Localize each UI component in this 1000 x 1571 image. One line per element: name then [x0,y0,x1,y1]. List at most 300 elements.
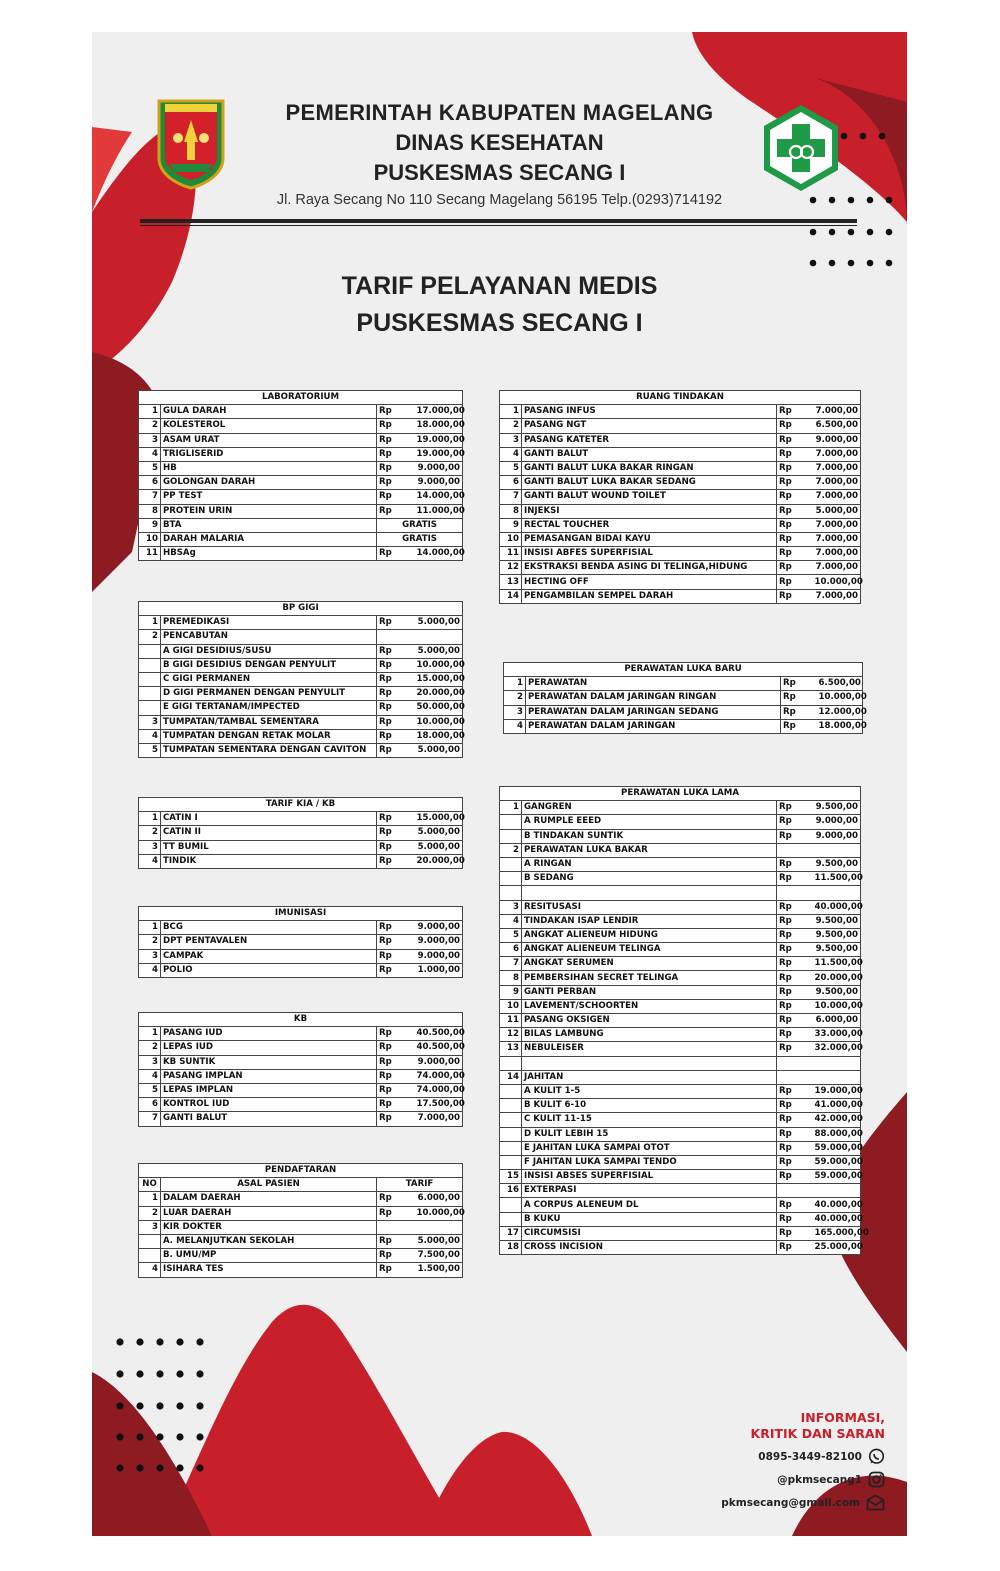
table-row [500,1056,861,1070]
service-price: 5.000,00 [415,616,463,630]
currency-label: Rp [777,447,813,461]
row-number: 1 [500,405,522,419]
contact-email[interactable]: pkmsecang@gmail.com [721,1496,860,1509]
currency-label: Rp [777,532,813,546]
service-name: INSISI ABSES SUPERFISIAL [522,1170,777,1184]
service-price: 59.000,00 [813,1170,861,1184]
row-number: 3 [139,1055,161,1069]
service-price: 74.000,00 [415,1083,463,1097]
service-name: CATIN II [161,826,377,840]
service-price: 9.000,00 [415,949,463,963]
table-row [500,900,861,914]
service-name: A RUMPLE EEED [522,815,777,829]
service-name: PASANG IUD [161,1027,377,1041]
table-row [500,532,861,546]
service-name: HECTING OFF [522,575,777,589]
service-price: 7.500,00 [415,1249,463,1263]
row-number: 11 [139,547,161,561]
service-name: A CORPUS ALENEUM DL [522,1198,777,1212]
service-price: 19.000,00 [813,1084,861,1098]
row-number: 3 [139,715,161,729]
service-name: TINDIK [161,854,377,868]
service-price: 10.000,00 [415,715,463,729]
currency-label: Rp [777,490,813,504]
table-row [139,1234,463,1248]
service-price: 74.000,00 [415,1069,463,1083]
service-price [813,1070,861,1084]
service-price: 5.000,00 [415,1234,463,1248]
currency-label: Rp [777,900,813,914]
row-number: 6 [139,1098,161,1112]
table-row [500,1226,861,1240]
header-line-2: DINAS KESEHATAN [395,130,604,155]
service-name: POLIO [161,963,377,977]
contact-instagram[interactable]: @pkmsecang1 [777,1473,862,1486]
table-row [139,1027,463,1041]
service-price: 25.000,00 [813,1241,861,1255]
currency-label: Rp [777,971,813,985]
service-price: 18.000,00 [415,729,463,743]
currency-label: Rp [377,490,415,504]
row-number: 3 [139,949,161,963]
service-name: PENCABUTAN [161,630,377,644]
service-price: 1.000,00 [415,963,463,977]
currency-label: Rp [777,985,813,999]
currency-label: Rp [377,547,415,561]
kia-kb-table [138,797,463,869]
table-row [139,672,463,686]
table-row [139,616,463,630]
row-number: 3 [139,433,161,447]
service-name: BCG [161,921,377,935]
service-name: LEPAS IMPLAN [161,1083,377,1097]
currency-label: Rp [377,504,415,518]
service-name: ANGKAT SERUMEN [522,957,777,971]
service-name: KB SUNTIK [161,1055,377,1069]
service-price: 17.500,00 [415,1098,463,1112]
table-header-row [139,1164,463,1178]
row-number [139,701,161,715]
table-header-row [139,391,463,405]
service-price: 9.000,00 [415,935,463,949]
table-row [500,872,861,886]
table-row [139,1220,463,1234]
currency-label: Rp [777,857,813,871]
service-name: LUAR DAERAH [161,1206,377,1220]
currency-label: Rp [777,575,813,589]
row-number [500,1141,522,1155]
table-row [500,490,861,504]
table-row [500,1170,861,1184]
service-price: 5.000,00 [415,644,463,658]
table-row [139,935,463,949]
table-row [504,719,863,733]
service-name: ASAM URAT [161,433,377,447]
service-price: 18.000,00 [817,719,863,733]
service-name: CAMPAK [161,949,377,963]
currency-label: Rp [377,1027,415,1041]
currency-label: Rp [377,476,415,490]
service-name: LAVEMENT/SCHOORTEN [522,999,777,1013]
table-row [139,518,463,532]
service-price: 20.000,00 [813,971,861,985]
service-name: KONTROL IUD [161,1098,377,1112]
service-price: 40.000,00 [813,1198,861,1212]
column-header-asal: ASAL PASIEN [161,1178,377,1192]
currency-label: Rp [377,854,415,868]
imunisasi-table [138,906,463,978]
service-name: GANTI BALUT [161,1112,377,1126]
row-number: 14 [500,1070,522,1084]
row-number: 8 [139,504,161,518]
currency-label: Rp [377,1083,415,1097]
currency-label: Rp [777,1155,813,1169]
service-price: 15.000,00 [415,812,463,826]
row-number: 3 [504,705,526,719]
table-row [139,1112,463,1126]
service-name: CATIN I [161,812,377,826]
table-title: KB [139,1013,463,1027]
table-row [500,914,861,928]
row-number: 8 [500,504,522,518]
currency-label: Rp [377,935,415,949]
service-price: 7.000,00 [415,1112,463,1126]
service-name: PASANG KATETER [522,433,777,447]
row-number: 4 [139,854,161,868]
service-name: GANTI BALUT [522,447,777,461]
row-number: 2 [504,691,526,705]
service-name: ANGKAT ALIENEUM TELINGA [522,943,777,957]
row-number [139,672,161,686]
service-name: A GIGI DESIDIUS/SUSU [161,644,377,658]
row-number: 5 [500,461,522,475]
row-number: 7 [500,957,522,971]
service-price: 5.000,00 [415,826,463,840]
service-name: PERAWATAN [526,677,781,691]
currency-label: Rp [777,872,813,886]
currency-label: Rp [377,644,415,658]
table-row [139,630,463,644]
service-price: 7.000,00 [813,561,861,575]
currency-label: Rp [777,1212,813,1226]
table-title: PERAWATAN LUKA BARU [504,663,863,677]
service-price: 7.000,00 [813,461,861,475]
service-name: BTA [161,518,377,532]
service-price: 5.000,00 [415,743,463,757]
currency-label: Rp [377,1206,415,1220]
row-number: 4 [504,719,526,733]
service-name: PASANG OKSIGEN [522,1014,777,1028]
ruang-tindakan-table [499,390,861,604]
service-name: PP TEST [161,490,377,504]
row-number: 2 [139,1206,161,1220]
service-name: INJEKSI [522,504,777,518]
table-row [500,447,861,461]
service-price: 1.500,00 [415,1263,463,1277]
currency-label: Rp [377,1041,415,1055]
currency-label: Rp [777,433,813,447]
poster [92,32,907,1536]
currency-label [377,630,415,644]
page-title: TARIF PELAYANAN MEDIS [341,272,658,300]
currency-label: Rp [777,547,813,561]
service-price: 11.500,00 [813,872,861,886]
service-name: B TINDAKAN SUNTIK [522,829,777,843]
service-price: 7.000,00 [813,518,861,532]
currency-label: Rp [377,461,415,475]
table-row [139,826,463,840]
service-name: TUMPATAN/TAMBAL SEMENTARA [161,715,377,729]
table-row [500,1184,861,1198]
bp-gigi-table [138,601,463,758]
table-row [500,999,861,1013]
background-decoration [92,32,907,1536]
currency-label: Rp [777,1084,813,1098]
row-number: 4 [139,729,161,743]
row-number: 10 [139,532,161,546]
service-price: 10.000,00 [813,999,861,1013]
table-row [500,1099,861,1113]
row-number [500,1113,522,1127]
service-price: 19.000,00 [415,433,463,447]
currency-label: Rp [777,1113,813,1127]
service-price: 9.000,00 [813,829,861,843]
table-row [139,963,463,977]
currency-label [777,886,813,900]
table-row [500,857,861,871]
table-row [139,949,463,963]
service-price: 9.500,00 [813,857,861,871]
table-row [500,547,861,561]
table-row [500,575,861,589]
row-number: 2 [139,419,161,433]
service-name: TUMPATAN DENGAN RETAK MOLAR [161,729,377,743]
service-name: D GIGI PERMANEN DENGAN PENYULIT [161,687,377,701]
row-number: 12 [500,561,522,575]
header-line-3: PUSKESMAS SECANG I [373,160,626,185]
row-number: 6 [500,476,522,490]
currency-label: Rp [777,405,813,419]
table-row [500,504,861,518]
service-name: PENGAMBILAN SEMPEL DARAH [522,589,777,603]
service-price: 9.500,00 [813,985,861,999]
currency-label: Rp [377,949,415,963]
row-number: 6 [500,943,522,957]
table-row [139,504,463,518]
currency-label: Rp [777,957,813,971]
table-row [500,1042,861,1056]
table-title: LABORATORIUM [139,391,463,405]
table-header-row [500,391,861,405]
row-number [500,1155,522,1169]
service-name: A KULIT 1-5 [522,1084,777,1098]
currency-label: Rp [777,829,813,843]
table-row [139,658,463,672]
contact-heading-1: INFORMASI, [800,1410,885,1425]
kb-table [138,1012,463,1127]
currency-label: Rp [777,1141,813,1155]
header-divider-thin [140,225,857,226]
table-row [504,677,863,691]
currency-label: Rp [777,1014,813,1028]
table-row [139,532,463,546]
service-name [522,886,777,900]
table-row [500,843,861,857]
table-row [500,1212,861,1226]
service-name: B SEDANG [522,872,777,886]
currency-label: Rp [377,1055,415,1069]
table-header-row [504,663,863,677]
contact-email-row [721,1494,885,1511]
service-name: A RINGAN [522,857,777,871]
service-price: 42.000,00 [813,1113,861,1127]
service-price: 9.000,00 [415,1055,463,1069]
table-row [500,985,861,999]
row-number [500,1198,522,1212]
table-row [500,589,861,603]
service-price: 32.000,00 [813,1042,861,1056]
row-number: 7 [139,1112,161,1126]
row-number: 15 [500,1170,522,1184]
service-name: B. UMU/MP [161,1249,377,1263]
row-number: 4 [139,1069,161,1083]
table-row [139,1192,463,1206]
row-number [500,872,522,886]
currency-label: Rp [377,743,415,757]
table-row [500,1141,861,1155]
currency-label: Rp [377,729,415,743]
table-row [139,921,463,935]
table-header-row [139,798,463,812]
instagram-icon [868,1471,885,1488]
table-row [500,405,861,419]
service-name: EXTERPASI [522,1184,777,1198]
table-row [139,419,463,433]
row-number: 8 [500,971,522,985]
service-name: PERAWATAN DALAM JARINGAN SEDANG [526,705,781,719]
currency-label: Rp [377,840,415,854]
currency-label [777,1056,813,1070]
table-row [500,476,861,490]
currency-label: Rp [777,419,813,433]
row-number [500,1056,522,1070]
service-name: ANGKAT ALIENEUM HIDUNG [522,928,777,942]
service-name: A. MELANJUTKAN SEKOLAH [161,1234,377,1248]
currency-label: Rp [777,476,813,490]
row-number: 1 [139,616,161,630]
table-row [500,419,861,433]
currency-label: Rp [777,801,813,815]
row-number: 5 [139,743,161,757]
row-number: 17 [500,1226,522,1240]
service-price: 40.500,00 [415,1041,463,1055]
table-row [500,1113,861,1127]
row-number: 2 [139,826,161,840]
table-row [139,1069,463,1083]
header-address: Jl. Raya Secang No 110 Secang Magelang 56195 Telp.(0293)714192 [276,192,723,208]
service-price: 50.000,00 [415,701,463,715]
row-number: 3 [139,840,161,854]
currency-label: Rp [377,433,415,447]
table-header-row [139,602,463,616]
table-row [500,801,861,815]
table-row [500,1070,861,1084]
service-price: 9.000,00 [415,461,463,475]
table-row [139,701,463,715]
row-number [139,687,161,701]
currency-label: Rp [377,672,415,686]
currency-label: Rp [777,928,813,942]
perawatan-luka-lama-table [499,786,869,1255]
currency-label: Rp [377,1234,415,1248]
contact-instagram-row [721,1471,885,1488]
row-number: 5 [500,928,522,942]
table-title: BP GIGI [139,602,463,616]
header-divider [140,219,857,223]
table-row [139,729,463,743]
row-number [500,1127,522,1141]
currency-label: Rp [781,705,817,719]
whatsapp-icon [868,1448,885,1465]
row-number: 2 [139,630,161,644]
row-number: 4 [500,914,522,928]
contact-phone[interactable]: 0895-3449-82100 [758,1450,862,1463]
service-price: 14.000,00 [415,490,463,504]
row-number: 1 [139,812,161,826]
table-row [139,547,463,561]
service-name: RESITUSASI [522,900,777,914]
service-name: NEBULEISER [522,1042,777,1056]
row-number: 2 [500,843,522,857]
service-name: PASANG IMPLAN [161,1069,377,1083]
row-number: 10 [500,999,522,1013]
table-title: TARIF KIA / KB [139,798,463,812]
service-price: 33.000,00 [813,1028,861,1042]
service-price: 88.000,00 [813,1127,861,1141]
service-price: 15.000,00 [415,672,463,686]
row-number: 14 [500,589,522,603]
currency-label: Rp [377,405,415,419]
service-price: 18.000,00 [415,419,463,433]
contact-heading-2: KRITIK DAN SARAN [750,1426,885,1441]
service-name: HB [161,461,377,475]
service-name: TT BUMIL [161,840,377,854]
service-price: 41.000,00 [813,1099,861,1113]
service-name: DALAM DAERAH [161,1192,377,1206]
currency-label [777,843,813,857]
service-price: 6.500,00 [817,677,863,691]
currency-label: Rp [781,677,817,691]
currency-label: Rp [777,1099,813,1113]
currency-label [777,1070,813,1084]
service-name: E GIGI TERTANAM/IMPECTED [161,701,377,715]
row-number: 3 [139,1220,161,1234]
currency-label: Rp [377,1069,415,1083]
table-row [500,928,861,942]
service-price: 59.000,00 [813,1155,861,1169]
service-name: GULA DARAH [161,405,377,419]
row-number: 10 [500,532,522,546]
service-name: DPT PENTAVALEN [161,935,377,949]
row-number [500,1212,522,1226]
service-name [522,1056,777,1070]
table-row [500,815,861,829]
service-price: 9.500,00 [813,801,861,815]
service-price: 9.000,00 [813,815,861,829]
service-name: KOLESTEROL [161,419,377,433]
row-number: 2 [500,419,522,433]
row-number: 9 [500,985,522,999]
